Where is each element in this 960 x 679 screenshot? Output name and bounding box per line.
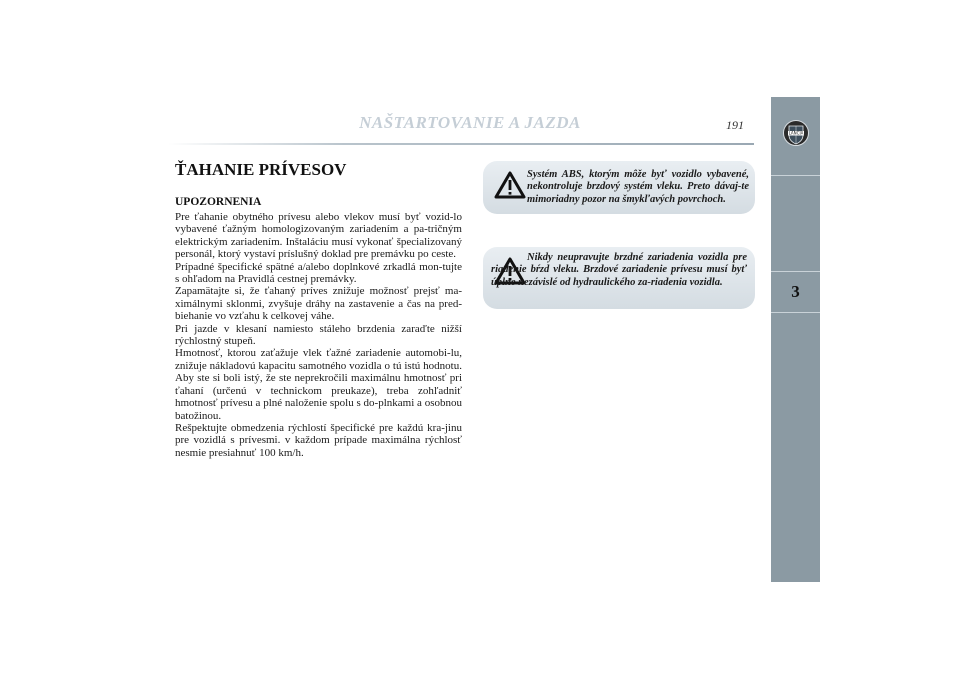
paragraph: Pri jazde v klesaní namiesto stáleho brzdenia zaraďte nižší rýchlostný stupeň. bbox=[175, 322, 462, 348]
warning-text: Systém ABS, ktorým môže byť vozidlo vybavené, nekontroluje brzdový systém vleku. Preto dávaj-te mimoriadny pozor na šmykľavých povrchoch. bbox=[527, 169, 749, 205]
logo-text: LANCIA bbox=[788, 130, 804, 136]
page-number: 191 bbox=[726, 118, 744, 132]
header-rule bbox=[168, 143, 754, 145]
paragraph: Pre ťahanie obytného prívesu alebo vlekov musí byť vozid-lo vybavené ťažným homologizovaným zariadením a pa-tričným elektrickým zariadením. Inštaláciu musí vykonať špecializovaný personál, ktorý vystaví príslušný doklad pre premávku po ceste. bbox=[175, 211, 462, 261]
paragraph: Rešpektujte obmedzenia rýchlostí špecifické pre každú kra-jinu pre vozidlá s prívesmi. v každom prípade maximálna rýchlosť nesmie presiahnuť 100 km/h. bbox=[175, 421, 462, 459]
paragraph: Prípadné špecifické spätné a/alebo doplnkové zrkadlá mon-tujte s ohľadom na Pravidlá cestnej premávky. bbox=[175, 260, 462, 286]
paragraph: Zapamätajte si, že ťahaný príves znižuje možnosť prejsť ma-ximálnymi sklonmi, zvyšuje dráhy na zastavenie a čas na pred-biehanie vo vzťahu k celkovej váhe. bbox=[175, 285, 462, 323]
warning-triangle-icon bbox=[494, 171, 526, 199]
lancia-logo-icon bbox=[783, 119, 809, 147]
paragraph: Hmotnosť, ktorou zaťažuje vlek ťažné zariadenie automobi-lu, znižuje nákladovú kapacitu samotného vozidla o tú istú hodnotu. Aby ste si boli istý, že ste neprekročili maximálnu hmotnosť pri ťahaní (určenú v technickom preukaze), treba zohľadniť hmotnosť prívesu a plné naloženie spolu s do-plnkami a osobnou batožinou. bbox=[175, 347, 462, 422]
sidebar-logo-area bbox=[771, 97, 820, 176]
warning-text: Nikdy neupravujte brzdné zariadenia vozidla pre riadenie bŕzd vleku. Brzdové zariadenie prívesu musí byť úplne nezávislé od hydraulického za-riadenia vozidla. bbox=[491, 252, 747, 288]
chapter-sidebar bbox=[771, 97, 820, 582]
chapter-tab[interactable]: 3 bbox=[771, 271, 820, 313]
section-title: ŤAHANIE PRÍVESOV bbox=[175, 160, 347, 179]
warning-box-abs bbox=[483, 161, 755, 214]
section-subheading: UPOZORNENIA bbox=[175, 196, 262, 208]
header-title: NAŠTARTOVANIE A JAZDA bbox=[359, 113, 581, 132]
body-text bbox=[175, 211, 462, 459]
warning-box-brakes bbox=[483, 247, 755, 309]
